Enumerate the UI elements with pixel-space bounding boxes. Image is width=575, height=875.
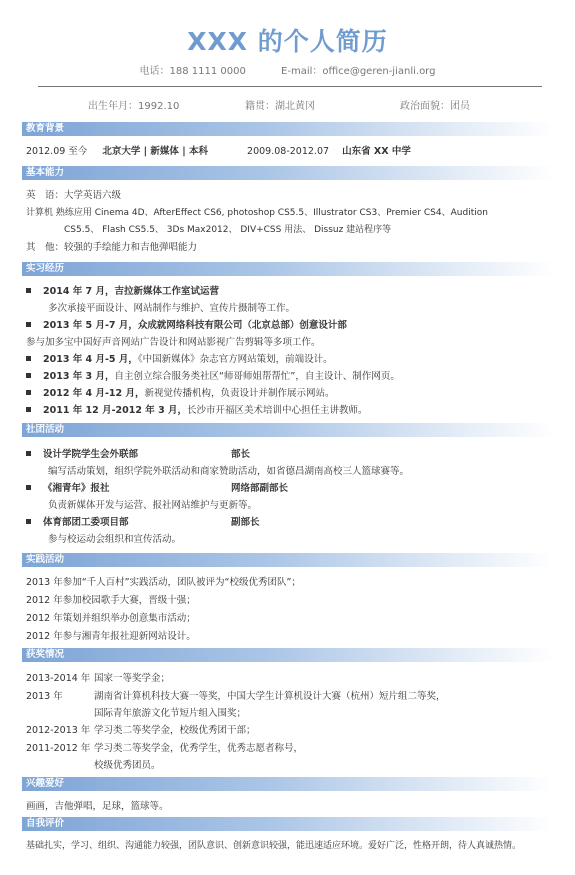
contact-line [0,62,575,77]
section-education: 教育背景 [22,122,554,136]
internship-item: 2013 年 5 月-7 月，众成就网络科技有限公司（北京总部）创意设计部 [26,317,347,331]
award-item: 2013-2014 年 国家一等奖学金； [26,673,171,684]
internship-desc: 多次承接平面设计、网站制作与维护、宣传片摄制等工作。 [48,303,296,314]
education-school-1: 北京大学 | 新媒体 | 本科 [102,146,209,157]
bullet-icon [26,373,31,378]
skill-english: 英 语：大学英语六级 [26,190,122,201]
internship-desc: 参与加多宝中国好声音网站广告设计和网站影视广告剪辑等多项工作。 [26,337,321,348]
education-date-1: 2012.09 至今 [26,146,88,157]
bullet-icon [26,407,31,412]
award-item: 2011-2012 年 学习类二等奖学金，优秀学生，优秀志愿者称号， [26,743,304,754]
club-item: 设计学院学生会外联部 部长 [26,446,250,460]
email-text: E-mail：office@geren-jianli.org [281,66,436,77]
practice-item: 2012 年策划并组织举办创意集市活动； [26,613,196,624]
bullet-icon [26,451,31,456]
practice-item: 2012 年参加校园歌手大赛，晋级十强； [26,595,196,606]
bullet-icon [26,485,31,490]
self-evaluation-text: 基础扎实，学习、组织、沟通能力较强，团队意识、创新意识较强，能迅速适应环境。爱好广泛，性格开朗，待人真诚热情。 [26,841,522,851]
club-desc: 编写活动策划，组织学院外联活动和商家赞助活动，如省德昌湖南高校三人篮球赛等。 [48,466,410,477]
bullet-icon [26,288,31,293]
skill-computer-cont: CS5.5、 Flash CS5.5、 3Ds Max2012、 DIV+CSS 用法、 Dissuz 建站程序等 [64,225,392,235]
skill-other: 其 他：较强的手绘能力和吉他弹唱能力 [26,242,198,253]
club-desc: 参与校运动会组织和宣传活动。 [48,534,182,545]
phone-text: 电话：188 1111 0000 [139,66,246,77]
bullet-icon [26,519,31,524]
origin-text: 籍贯：湖北黄冈 [245,101,315,112]
hobbies-text: 画画，吉他弹唱，足球，篮球等。 [26,801,169,812]
internship-item: 2013 年 3 月，自主创立综合服务类社区“师哥师姐帮帮忙”，自主设计、制作网页。 [26,368,400,382]
resume-title: XXX 的个人简历 [187,27,388,56]
education-school-2: 山东省 XX 中学 [342,146,411,157]
award-item: 校级优秀团员。 [94,760,161,771]
education-date-2: 2009.08-2012.07 [247,146,330,157]
section-awards: 获奖情况 [22,648,554,662]
club-item: 《湘青年》报社 网络部副部长 [26,480,288,494]
skill-computer: 计算机 熟练应用 Cinema 4D、AfterEffect CS6, photoshop CS5.5、Illustrator CS3、Premier CS4、Audition [26,208,488,218]
bullet-icon [26,322,31,327]
internship-item: 2011 年 12 月-2012 年 3 月，长沙市开福区美术培训中心担任主讲教师。 [26,402,368,416]
club-item: 体育部团工委项目部 副部长 [26,514,260,528]
section-self-evaluation: 自我评价 [22,817,554,831]
award-item: 2012-2013 年 学习类二等奖学金，校级优秀团干部； [26,725,256,736]
internship-item: 2014 年 7 月，吉拉新媒体工作室试运营 [26,283,219,297]
internship-item: 2012 年 4 月-12 月，新视觉传播机构，负责设计并制作展示网站。 [26,385,334,399]
education-row [26,143,411,157]
section-skills: 基本能力 [22,166,554,180]
section-hobbies: 兴趣爱好 [22,777,554,791]
political-text: 政治面貌：团员 [400,101,470,112]
section-internship: 实习经历 [22,262,554,276]
section-practice: 实践活动 [22,553,554,567]
award-item: 国际青年旅游文化节短片组入围奖； [94,708,247,719]
practice-item: 2013 年参加“千人百村”实践活动，团队被评为“校级优秀团队”； [26,577,301,588]
birth-text: 出生年月：1992.10 [88,101,180,112]
internship-item: 2013 年 4 月-5 月，《中国新媒体》杂志官方网站策划，前端设计。 [26,351,333,365]
section-clubs: 社团活动 [22,423,554,437]
award-item: 2013 年 湖南省计算机科技大赛一等奖，中国大学生计算机设计大赛（杭州）短片组二等奖， [26,691,446,702]
bullet-icon [26,356,31,361]
header-divider [38,86,542,87]
bullet-icon [26,390,31,395]
practice-item: 2012 年参与湘青年报社迎新网站设计。 [26,631,196,642]
club-desc: 负责新媒体开发与运营、报社网站维护与更新等。 [48,500,258,511]
